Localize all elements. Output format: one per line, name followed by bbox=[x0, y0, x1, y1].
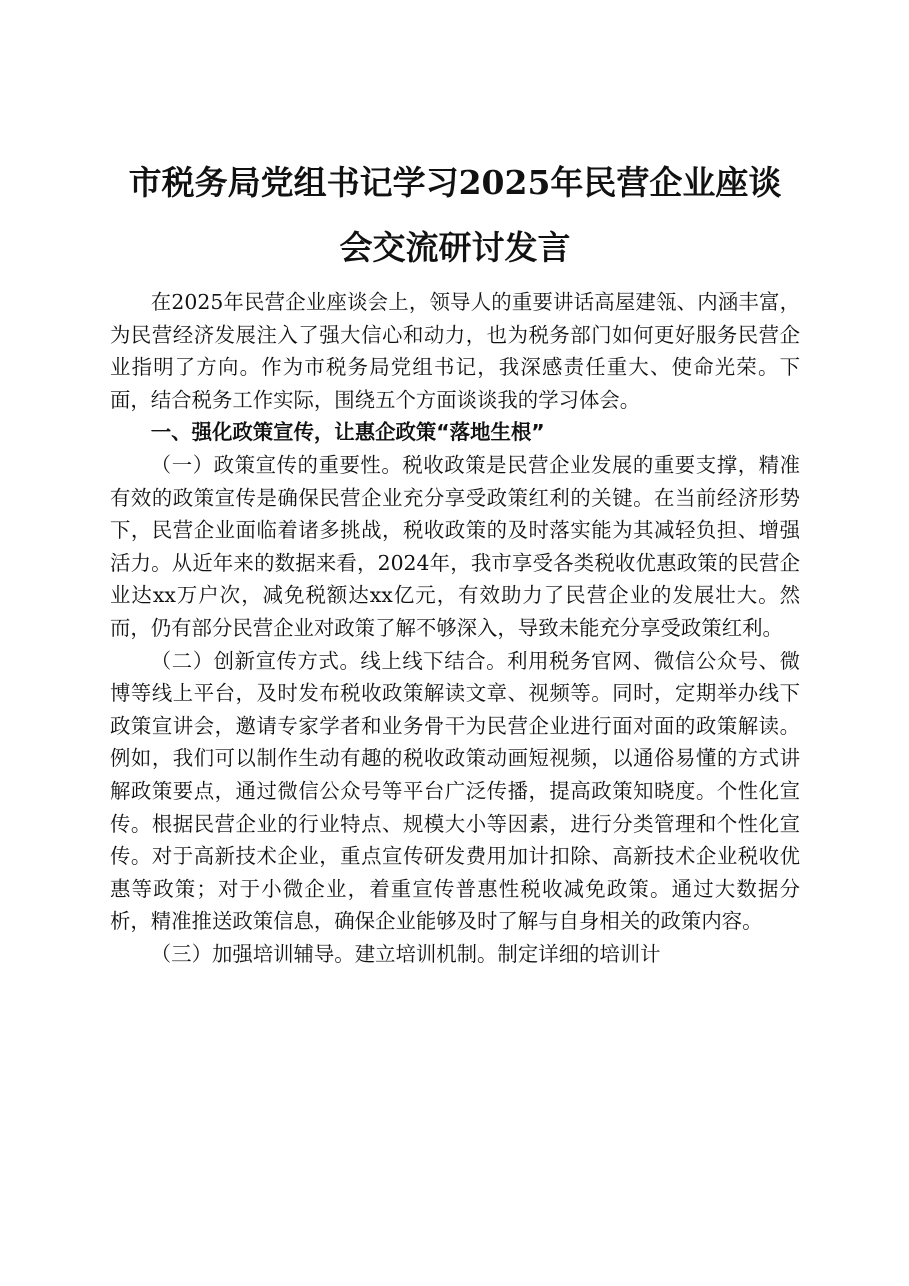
document-body bbox=[110, 286, 800, 970]
paragraph-3-text: 建立培训机制。制定详细的培训计 bbox=[354, 941, 661, 966]
paragraph-2 bbox=[110, 645, 800, 938]
paragraph-1-lead: （一）政策宣传的重要性。 bbox=[150, 452, 403, 477]
document-title-line-2: 会交流研讨发言 bbox=[339, 228, 571, 267]
section-heading-1: 一、强化政策宣传，让惠企政策“落地生根” bbox=[150, 420, 545, 445]
paragraph-2-lead: （二）创新宣传方式。 bbox=[150, 648, 361, 673]
paragraph-2-text: 线上线下结合。利用税务官网、微信公众号、微博等线上平台，及时发布税收政策解读文章、视频等。同时，定期举办线下政策宣讲会，邀请专家学者和业务骨干为民营企业进行面对面的政策解读。例如，我们可以制作生动有趣的税收政策动画短视频，以通俗易懂的方式讲解政策要点，通过微信公众号等平台广泛传播，提高政策知晓度。个性化宣传。根据民营企业的行业特点、规模大小等因素，进行分类管理和个性化宣传。对于高新技术企业，重点宣传研发费用加计扣除、高新技术企业税收优惠等政策；对于小微企业，着重宣传普惠性税收减免政策。通过大数据分析，精准推送政策信息，确保企业能够及时了解与自身相关的政策内容。 bbox=[110, 648, 801, 934]
intro-paragraph: 在2025年民营企业座谈会上，领导人的重要讲话高屋建瓴、内涵丰富，为民营经济发展注入了强大信心和动力，也为税务部门如何更好服务民营企业指明了方向。作为市税务局党组书记，我深感责任重大、使命光荣。下面，结合税务工作实际，围绕五个方面谈谈我的学习体会。 bbox=[110, 290, 800, 412]
document-title-line-1: 市税务局党组书记学习2025年民营企业座谈 bbox=[128, 163, 782, 202]
paragraph-3-lead: （三）加强培训辅导。 bbox=[150, 941, 355, 966]
paragraph-1 bbox=[110, 449, 800, 645]
paragraph-3 bbox=[110, 938, 800, 971]
paragraph-1-text: 税收政策是民营企业发展的重要支撑，精准有效的政策宣传是确保民营企业充分享受政策红利的关键。在当前经济形势下，民营企业面临着诸多挑战，税收政策的及时落实能为其减轻负担、增强活力。从近年来的数据来看，2024年，我市享受各类税收优惠政策的民营企业达xx万户次，减免税额达xx亿元，有效助力了民营企业的发展壮大。然而，仍有部分民营企业对政策了解不够深入，导致未能充分享受政策红利。 bbox=[110, 452, 801, 640]
